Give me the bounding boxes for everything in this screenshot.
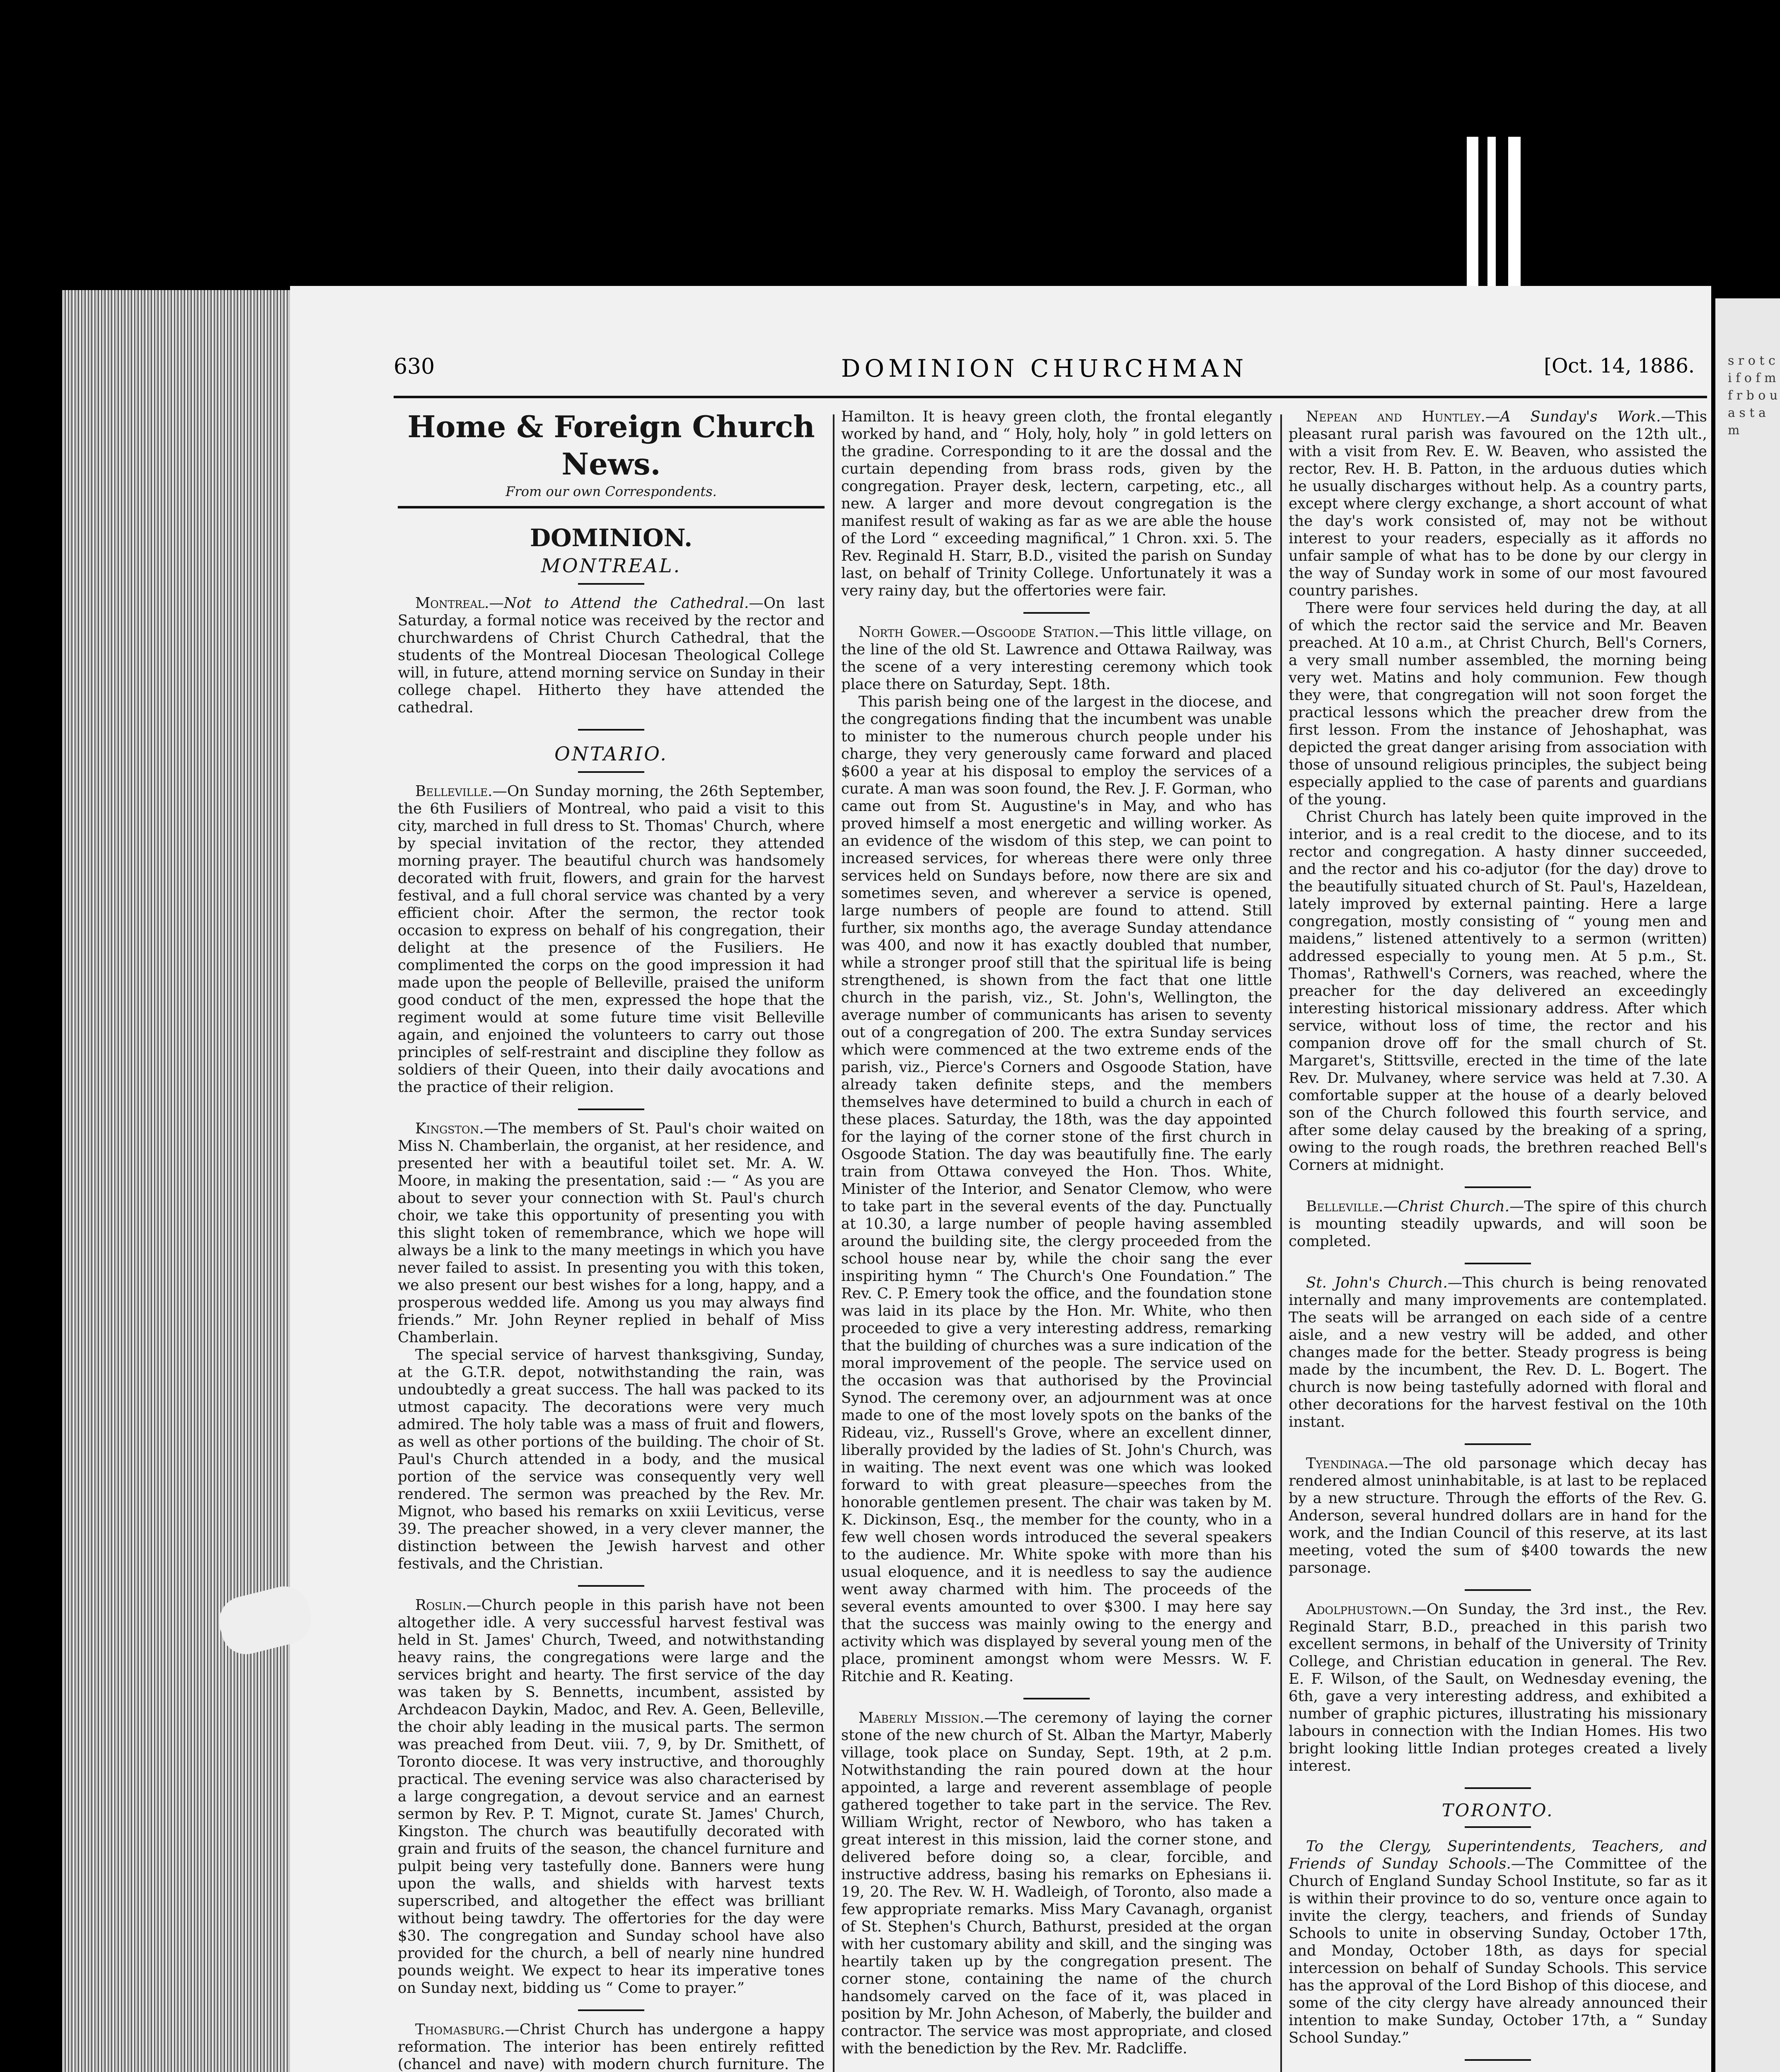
column-2 (841, 408, 1272, 2057)
column-1 (398, 408, 825, 2072)
article-north-gower: North Gower.—Osgoode Station.—This little village, on the line of the old St. Lawrence and Ottawa Railway, was the scene of a very interesting ceremony which took place there on Saturday, Sept. 18th. (841, 624, 1272, 693)
article-st-johns: St. John's Church.—This church is being renovated internally and many improvements are contemplated. The seats will be arranged on each side of a centre aisle, and a new vestry will be added, and other changes made for the better. Steady progress is being made by the incumbent, the Rev. D. L. Bogert. The church is now being tastefully adorned with floral and other decorations for the harvest festival on the 10th instant. (1289, 1274, 1707, 1431)
article-tyendinaga: Tyendinaga.—The old parsonage which decay has rendered almost uninhabitable, is at last to be replaced by a new structure. Through the efforts of the Rev. G. Anderson, several hundred dollars are in hand for the work, and the Indian Council of this reserve, at its last meeting, voted the sum of $400 towards the new parsonage. (1289, 1455, 1707, 1576)
issue-date: [Oct. 14, 1886. (1544, 354, 1695, 378)
divider (578, 1109, 644, 1110)
heading-ontario: ONTARIO. (554, 743, 668, 765)
article-belleville: Belleville.—On Sunday morning, the 26th September, the 6th Fusiliers of Montreal, who paid a visit to this city, marched in full dress to St. Thomas' Church, where by special invitation of the rector, they attended morning prayer. The beautiful church was handsomely decorated with fruit, flowers, and grain for the harvest festival, and a full choral service was chanted by a very efficient choir. After the sermon, the rector took occasion to express on behalf of his congregation, their delight at the presence of the Fusiliers. He complimented the corps on the good impression it had made upon the people of Belleville, praised the uniform good conduct of the men, expressed the hope that the regiment would at some future time visit Belleville again, and enjoined the volunteers to carry out those principles of self-restraint and discipline they follow as soldiers of their Queen, into their daily avocations and the practice of their religion. (398, 783, 825, 1096)
section-masthead: Home & Foreign Church News. (407, 409, 815, 482)
heading-dominion: DOMINION. (530, 524, 693, 552)
column-rule (1280, 414, 1282, 2072)
divider (1023, 1698, 1090, 1699)
column-rule (833, 414, 834, 2072)
facing-page-text: s r o t c i f o f m f r b o u a s t a m (1728, 353, 1778, 438)
book-page-edges (62, 290, 302, 2072)
masthead-subtitle: From our own Correspondents. (505, 484, 717, 499)
article-nepean-3: Christ Church has lately been quite improved in the interior, and is a real credit to the diocese, and to its rector and congregation. A hasty dinner succeeded, and the rector and his co-adjutor (for the day) drove to the beautifully situated church of St. Paul's, Hazeldean, lately improved by external painting. Here a large congregation, mostly consisting of “ young men and maidens,” listened attentively to a sermon (written) addressed especially to young men. At 5 p.m., St. Thomas', Rathwell's Corners, was reached, where the preacher for the day delivered an exceedingly interesting historical missionary address. After which service, without loss of time, the rector and his companion drove off for the small church of St. Margaret's, Stittsville, erected in the time of the late Rev. Dr. Mulvaney, where service was held at 7.30. A comfortable supper at the house of a dearly beloved son of the Church followed this fourth service, and after some delay caused by the breaking of a spring, owing to the rough roads, the brethren reached Bell's Corners at midnight. (1289, 808, 1707, 1174)
divider (1465, 1787, 1531, 1789)
article-nepean: Nepean and Huntley.—A Sunday's Work.—This pleasant rural parish was favoured on the 12th ult., with a visit from Rev. E. W. Beaven, who assisted the rector, Rev. H. B. Patton, in the arduous duties which he usually discharges without help. As a country parts, except where clergy exchange, a short account of what the day's work consisted of, may not be without interest to your readers, especially as it affords no unfair sample of what has to be done by our clergy in the way of Sunday work in some of our most favoured country parishes. (1289, 408, 1707, 599)
article-belleville-christ-church: Belleville.—Christ Church.—The spire of this church is mounting steadily upwards, and will soon be completed. (1289, 1198, 1707, 1250)
article-adolphustown: Adolphustown.—On Sunday, the 3rd inst., the Rev. Reginald Starr, B.D., preached in this parish two excellent sermons, in behalf of the University of Trinity College, and Christian education in general. The Rev. E. F. Wilson, of the Sault, on Wednesday evening, the 6th, gave a very interesting address, and exhibited a number of graphic pictures, illustrating his missionary labours in connection with the Indian Homes. His two bright looking little Indian proteges created a lively interest. (1289, 1601, 1707, 1774)
page-number: 630 (394, 354, 435, 379)
article-montreal: Montreal.—Not to Attend the Cathedral.—On last Saturday, a formal notice was received by the rector and churchwardens of Christ Church Cathedral, that the students of the Montreal Diocesan Theological College will, in future, attend morning service on Sunday in their college chapel. Hitherto they have attended the cathedral. (398, 595, 825, 716)
divider (578, 771, 644, 773)
divider (1465, 1589, 1531, 1591)
article-kingston: Kingston.—The members of St. Paul's choir waited on Miss N. Chamberlain, the organist, at her residence, and presented her with a beautiful toilet set. Mr. A. W. Moore, in making the presentation, said :— “ As you are about to sever your connection with St. Paul's church choir, we take this opportunity of presenting you with this slight token of remembrance, which we hope will always be a link to the many meetings in which you have never failed to assist. In presenting you with this token, we also present our best wishes for a long, happy, and a prosperous wedded life. Among us you may always find friends.” Mr. John Reyner replied in behalf of Miss Chamberlain. (398, 1120, 825, 1346)
heading-montreal: MONTREAL. (541, 554, 682, 577)
article-maberly: Maberly Mission.—The ceremony of laying the corner stone of the new church of St. Alban the Martyr, Maberly village, took place on Sunday, Sept. 19th, at 2 p.m. Notwithstanding the rain poured down at the hour appointed, a large and reverent assemblage of people gathered together to take part in the service. The Rev. William Wright, rector of Newboro, who has taken a great interest in this mission, laid the corner stone, and delivered before doing so, a clear, forcible, and instructive address, basing his remarks on Ephesians ii. 19, 20. The Rev. W. H. Wadleigh, of Toronto, also made a few appropriate remarks. Miss Mary Cavanagh, organist of St. Stephen's Church, Bathurst, presided at the organ with her customary ability and skill, and the singing was heartily taken up by the congregation present. The corner stone, containing the name of the church handsomely carved on the face of it, was placed in position by Mr. John Acheson, of Maberly, the builder and contractor. The service was most appropriate, and closed with the benediction by the Rev. Mr. Radcliffe. (841, 1709, 1272, 2057)
divider (578, 1585, 644, 1587)
divider (1465, 1826, 1531, 1828)
column-3 (1289, 408, 1707, 2072)
article-nepean-2: There were four services held during the day, at all of which the rector said the service and Mr. Beaven preached. At 10 a.m., at Christ Church, Bell's Corners, a very small number assembled, the morning being very wet. Matins and holy communion. Few though they were, that congregation will not soon forget the practical lessons which the preacher drew from the first lesson. From the instance of Jehoshaphat, was depicted the great danger arising from association with those of unsound religious principles, the subject being especially applied to the case of parents and guardians of the young. (1289, 600, 1707, 808)
article-north-gower-cont: This parish being one of the largest in the diocese, and the congregations finding that the incumbent was unable to minister to the numerous church people under his charge, they very generously came forward and placed $600 a year at his disposal to employ the services of a curate. A man was soon found, the Rev. J. F. Gorman, who came out from St. Augustine's in May, and who has proved himself a most energetic and willing worker. As an evidence of the wisdom of this step, we can point to increased services, for whereas there were only three services held on Sundays before, now there are six and sometimes seven, and wherever a service is opened, large numbers of people are found to attend. Still further, six months ago, the average Sunday attendance was 400, and now it has exactly doubled that number, while a stronger proof still that the spiritual life is being strengthened, is shown from the fact that one little church in the parish, viz., St. John's, Wellington, the average number of communicants has arisen to seventy out of a congregation of 200. The extra Sunday services which were commenced at the two extreme ends of the parish, viz., Pierce's Corners and Osgoode Station, have already taken definite steps, and the members themselves have determined to build a church in each of these places. Saturday, the 18th, was the day appointed for the laying of the corner stone of the first church in Osgoode Station. The day was beautifully fine. The early train from Ottawa conveyed the Hon. Thos. White, Minister of the Interior, and Senator Clemow, who were to take part in the several events of the day. Punctually at 10.30, a large number of people having assembled around the building site, the clergy proceeded from the school house near by, while the choir sang the ever inspiriting hymn “ The Church's One Foundation.” The Rev. C. P. Emery took the office, and the foundation stone was laid in its place by the Hon. Mr. White, who then proceeded to give a very interesting address, remarking that the building of churches was a sure indication of the moral improvement of the people. The service used on the occasion was that authorised by the Provincial Synod. The ceremony over, an adjournment was at once made to one of the most lovely spots on the banks of the Rideau, viz., Russell's Grove, where an excellent dinner, liberally provided by the ladies of St. John's Church, was in waiting. The next event was one which was looked forward to with great pleasure—speeches from the honorable gentlemen present. The chair was taken by M. K. Dickinson, Esq., the member for the county, who in a few well chosen words introduced the several speakers to the audience. Mr. White spoke with more than his usual eloquence, and it is needless to say the audience went away charmed with him. The proceeds of the several events amounted to over $300. I may here say that the success was mainly owing to the energy and activity which was displayed by several young men of the place, prominent amongst whom were Messrs. W. F. Ritchie and R. Keating. (841, 693, 1272, 1685)
divider (578, 729, 644, 731)
divider (1023, 612, 1090, 614)
divider (1465, 2059, 1531, 2061)
divider (578, 2009, 644, 2011)
article-thomasburg: Thomasburg.—Christ Church has undergone a happy reformation. The interior has been entirely refitted (chancel and nave) with modern church furniture. The (398, 2021, 825, 2072)
article-toronto: To the Clergy, Superintendents, Teachers, and Friends of Sunday Schools.—The Committee of the Church of England Sunday School Institute, so far as it is within their province to do so, venture once again to invite the clergy, teachers, and friends of Sunday Schools to unite in observing Sunday, October 17th, and Monday, October 18th, as days for special intercession on behalf of Sunday Schools. This service has the approval of the Lord Bishop of this diocese, and some of the city clergy have already announced their intention to make Sunday, October 17th, a “ Sunday School Sunday.” (1289, 1838, 1707, 2046)
running-header (394, 354, 1711, 392)
heading-toronto: TORONTO. (1441, 1800, 1554, 1820)
divider (1465, 1263, 1531, 1264)
masthead-rule (398, 506, 825, 508)
divider (1465, 1186, 1531, 1188)
article-roslin: Roslin.—Church people in this parish have not been altogether idle. A very successful harvest festival was held in St. James' Church, Tweed, and notwithstanding heavy rains, the congregations were large and the services bright and hearty. The first service of the day was taken by S. Bennetts, incumbent, assisted by Archdeacon Daykin, Madoc, and Rev. A. Geen, Belleville, the choir ably leading in the musical parts. The sermon was preached from Deut. viii. 7, 9, by Dr. Smithett, of Toronto diocese. It was very instructive, and thoroughly practical. The evening service was also characterised by a large congregation, a devout service and an earnest sermon by Rev. P. T. Mignot, curate St. James' Church, Kingston. The church was beautifully decorated with grain and fruits of the season, the chancel furniture and pulpit being very tastefully done. Banners were hung upon the walls, and shields with harvest texts superscribed, and altogether the effect was brilliant without being tawdry. The offertories for the day were $30. The congregation and Sunday school have also provided for the church, a bell of nearly nine hundred pounds weight. We expect to hear its imperative tones on Sunday next, bidding us “ Come to prayer.” (398, 1597, 825, 1997)
article-kingston-cont: The special service of harvest thanksgiving, Sunday, at the G.T.R. depot, notwithstanding the rain, was undoubtedly a great success. The hall was packed to its utmost capacity. The decorations were very much admired. The holy table was a mass of fruit and flowers, as well as other portions of the building. The choir of St. Paul's Church attended in a body, and the musical portion of the service was consequently very well rendered. The sermon was preached by the Rev. Mr. Mignot, who based his remarks on xxiii Leviticus, verse 39. The preacher showed, in a very clever manner, the distinction between the Jewish harvest and other festivals, and the Christian. (398, 1346, 825, 1572)
publication-title: DOMINION CHURCHMAN (841, 354, 1248, 382)
header-rule (394, 396, 1707, 398)
article-thomasburg-cont: Hamilton. It is heavy green cloth, the frontal elegantly worked by hand, and “ Holy, holy, holy ” in gold letters on the gradine. Corresponding to it are the dossal and the curtain depending from brass rods, given by the congregation. Prayer desk, lectern, carpeting, etc., all new. A larger and more devout congregation is the manifest result of waking as far as we are able the house of the Lord “ exceeding magnifical,” 1 Chron. xxi. 5. The Rev. Reginald H. Starr, B.D., visited the parish on Sunday last, on behalf of Trinity College. Unfortunately it was a very rainy day, but the offertories were fair. (841, 408, 1272, 599)
divider (1465, 1443, 1531, 1445)
divider (578, 583, 644, 585)
